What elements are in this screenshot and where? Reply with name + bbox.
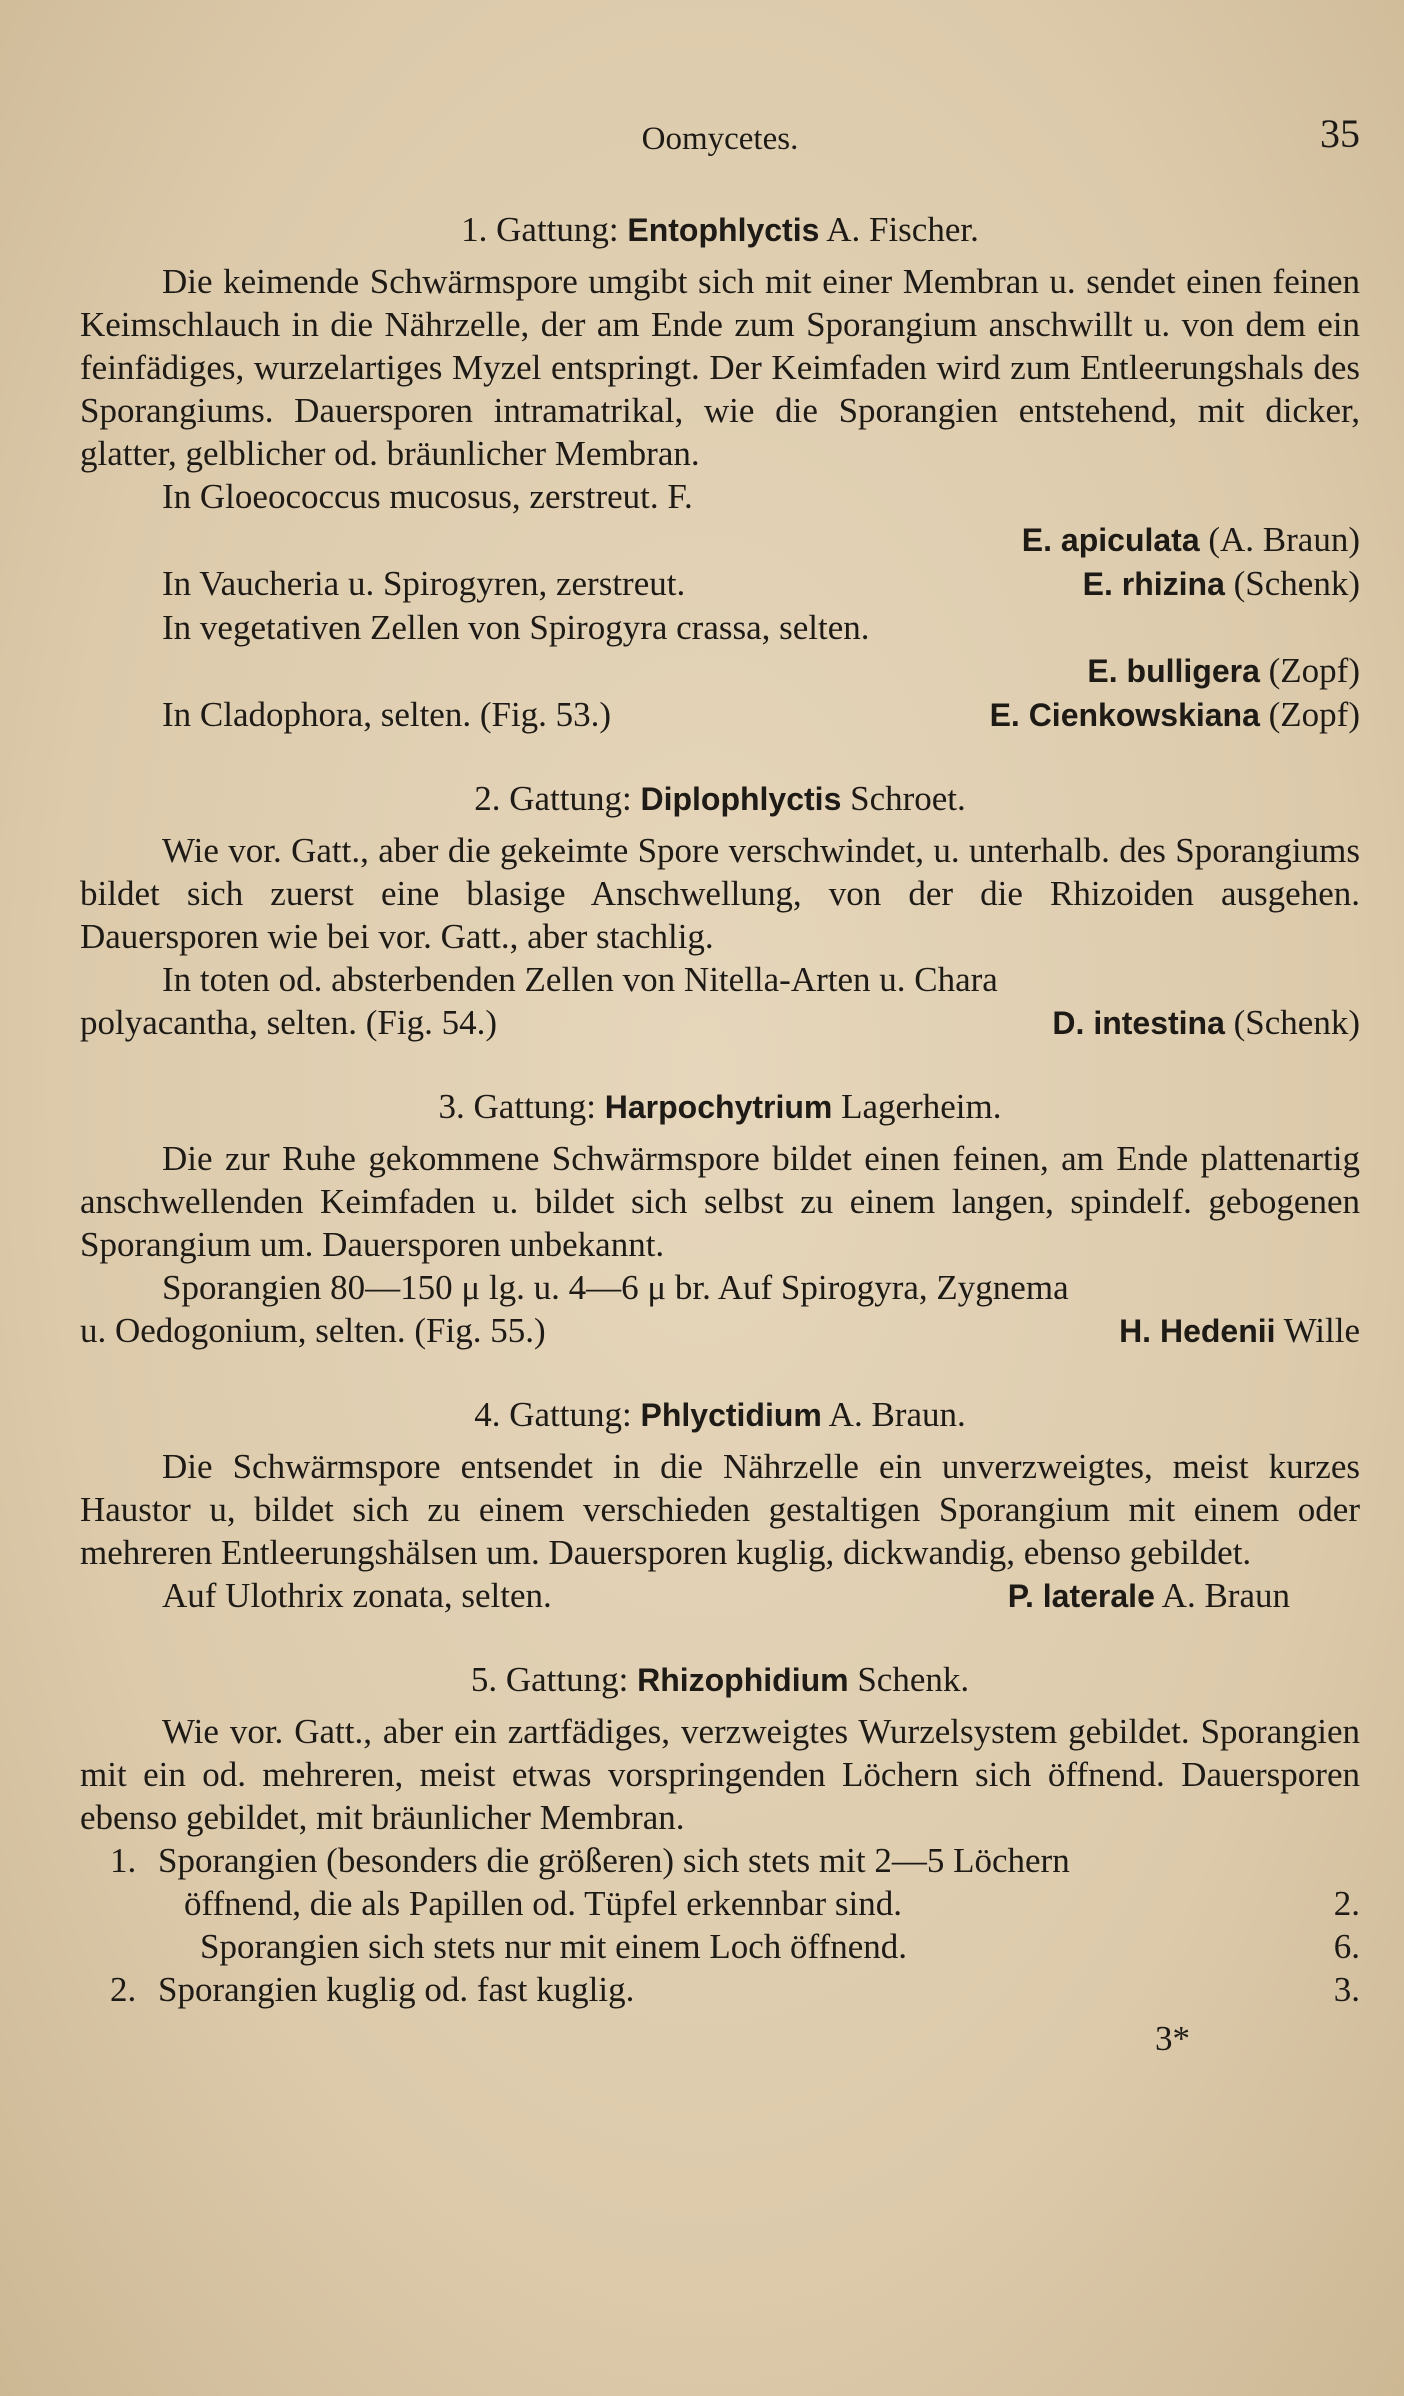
- genus-heading-3: 3. Gattung: Harpochytrium Lagerheim.: [438, 1087, 1002, 1126]
- key-reference: 6.: [1333, 1927, 1360, 1966]
- key-text: Sporangien sich stets nur mit einem Loch öffnend.: [200, 1927, 907, 1966]
- species-name-line: E. rhizina (Schenk): [1082, 564, 1360, 603]
- genus-name: Entophlyctis: [627, 212, 820, 248]
- key-reference: 3.: [1333, 1970, 1360, 2009]
- key-number: 2.: [110, 1970, 137, 2009]
- species-entry: [80, 1574, 1360, 1618]
- genus-description: Die keimende Schwärmspore umgibt sich mit einer Membran u. sendet einen feinen Keimschlauch in die Nährzelle, der am Ende zum Sporangium anschwillt u. von dem ein feinfädiges, wurzelartiges Myzel entspringt. Der Keimfaden wird zum Entleerungshals des Sporangiums. Dauersporen intramatrikal, wie die Sporangien entstehend, mit dicker, glatter, gelblicher od. bräunlicher Membran.: [80, 262, 1360, 473]
- species-name-line: D. intestina (Schenk): [1052, 1003, 1360, 1042]
- key-couplet-1b: [80, 1925, 1360, 1968]
- species-entry: [80, 1309, 1360, 1353]
- genus-heading-4: 4. Gattung: Phlyctidium A. Braun.: [474, 1395, 966, 1434]
- genus-name: Rhizophidium: [637, 1662, 849, 1698]
- species-habitat: Auf Ulothrix zonata, selten.: [162, 1576, 552, 1615]
- genus-heading-5: 5. Gattung: Rhizophidium Schenk.: [470, 1660, 970, 1699]
- running-title: Oomycetes.: [641, 121, 799, 157]
- species-habitat: Sporangien 80—150 μ lg. u. 4—6 μ br. Auf Spirogyra, Zygnema: [162, 1268, 1069, 1307]
- species-entry: [80, 562, 1360, 606]
- genus-name: Harpochytrium: [604, 1089, 833, 1125]
- genus-name: Diplophlyctis: [640, 781, 842, 817]
- genus-heading-2: 2. Gattung: Diplophlyctis Schroet.: [474, 779, 966, 818]
- page-header: [80, 112, 1360, 168]
- species-name-line: P. laterale A. Braun: [1007, 1576, 1290, 1615]
- key-number: 1.: [110, 1841, 137, 1880]
- species-habitat: In vegetativen Zellen von Spirogyra crassa, selten.: [162, 608, 870, 647]
- species-habitat: polyacantha, selten. (Fig. 54.): [80, 1003, 497, 1042]
- species-habitat: u. Oedogonium, selten. (Fig. 55.): [80, 1311, 546, 1350]
- genus-name: Phlyctidium: [640, 1397, 822, 1433]
- key-text: Sporangien (besonders die größeren) sich stets mit 2—5 Löchern: [158, 1841, 1070, 1880]
- genus-description: Die Schwärmspore entsendet in die Nährzelle ein unverzweigtes, meist kurzes Haustor u, bildet sich zu einem verschieden gestaltigen Sporangium mit einem oder mehreren Entleerungshälsen um. Dauersporen kuglig, dickwandig, ebenso gebildet.: [80, 1447, 1360, 1572]
- genus-heading-1: 1. Gattung: Entophlyctis A. Fischer.: [461, 210, 979, 249]
- species-habitat: In Cladophora, selten. (Fig. 53.): [162, 695, 612, 734]
- species-entry: [80, 693, 1360, 737]
- species-name-line: H. Hedenii Wille: [1119, 1311, 1360, 1350]
- species-habitat: In Vaucheria u. Spirogyren, zerstreut.: [162, 564, 686, 603]
- signature-mark: 3*: [1155, 2019, 1190, 2058]
- species-entry: [80, 1001, 1360, 1045]
- page-number: 35: [1320, 111, 1360, 156]
- genus-description: Wie vor. Gatt., aber die gekeimte Spore verschwindet, u. unterhalb. des Sporangiums bildet sich zuerst eine blasige Anschwellung, von der die Rhizoiden ausgehen. Dauersporen wie bei vor. Gatt., aber stachlig.: [80, 831, 1360, 956]
- key-couplet-1: [80, 1839, 1360, 1925]
- genus-description: Wie vor. Gatt., aber ein zartfädiges, verzweigtes Wurzelsystem gebildet. Sporangien mit ein od. mehreren, meist etwas vorspringenden Löchern sich öffnend. Dauersporen ebenso gebildet, mit bräunlicher Membran.: [80, 1712, 1360, 1837]
- key-couplet-2: [80, 1968, 1360, 2011]
- key-reference: 2.: [1333, 1884, 1360, 1923]
- page-content: [80, 112, 1360, 2060]
- species-name-line: E. Cienkowskiana (Zopf): [989, 695, 1360, 734]
- genus-description: Die zur Ruhe gekommene Schwärmspore bildet einen feinen, am Ende plattenartig anschwellenden Keimfaden u. bildet sich selbst zu einem langen, spindelf. gebogenen Sporangium um. Dauersporen unbekannt.: [80, 1139, 1360, 1264]
- species-name-line: E. bulligera (Zopf): [1087, 651, 1360, 690]
- key-text: öffnend, die als Papillen od. Tüpfel erkennbar sind.: [184, 1884, 902, 1923]
- key-text: Sporangien kuglig od. fast kuglig.: [158, 1970, 635, 2009]
- species-habitat: In Gloeococcus mucosus, zerstreut. F.: [162, 477, 693, 516]
- species-habitat: In toten od. absterbenden Zellen von Nitella-Arten u. Chara: [162, 960, 998, 999]
- species-name-line: E. apiculata (A. Braun): [1021, 520, 1360, 559]
